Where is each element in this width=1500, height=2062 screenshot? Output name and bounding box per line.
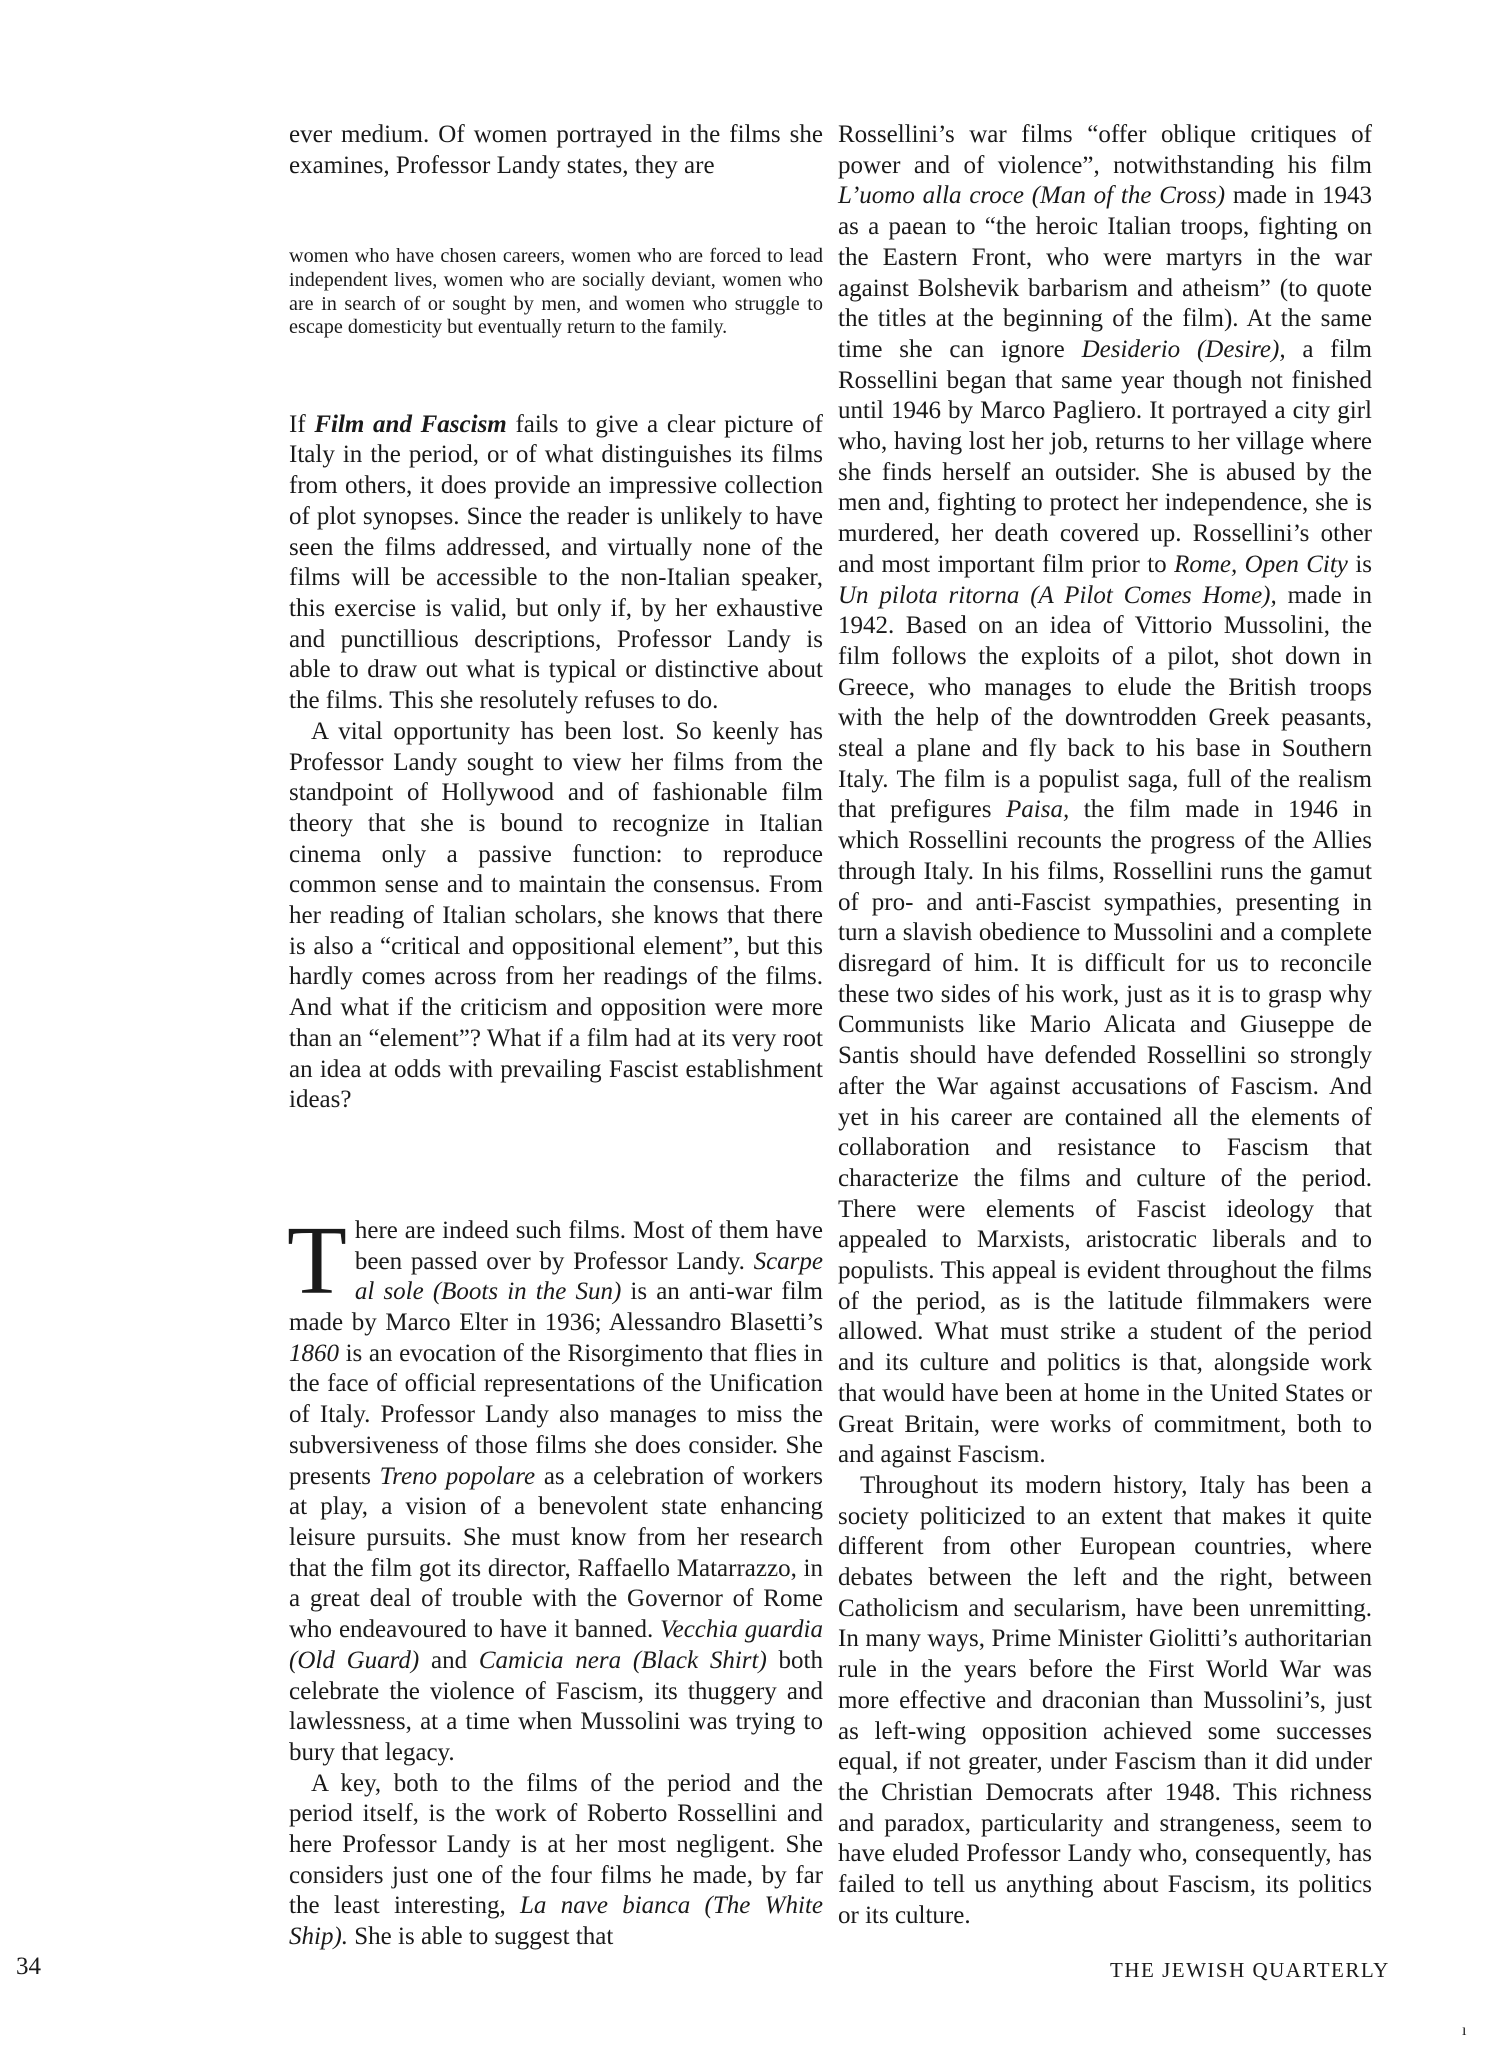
stray-mark: ı xyxy=(1462,2022,1467,2039)
paragraph-continuation: ever medium. Of women portrayed in the films she examines, Professor Landy states, they are xyxy=(289,121,823,179)
paragraph-modern-history: Throughout its modern history, Italy has been a society politicized to an extent that makes it quite different from other European countries, where debates between the left and the right, between Catholicism and secularism, have been unremitting. In many ways, Prime Minister Giolitti’s authoritarian rule in the years before the First World War was more effective and draconian than Mussolini’s, just as left-wing opposition achieved some successes equal, if not greater, under Fascism than it did under the Christian Democrats after 1948. This richness and paradox, particularity and strangeness, seem to have eluded Professor Landy who, consequently, has failed to tell us anything about Fascism, its politics or its culture. xyxy=(838,1471,1372,1929)
page-number: 34 xyxy=(16,1953,41,1980)
right-column xyxy=(838,120,1372,1931)
book-title: Film and Fascism xyxy=(314,410,507,438)
paragraph-vital-opportunity: A vital opportunity has been lost. So keenly has Professor Landy sought to view her films from the standpoint of Hollywood and of fashionable film theory that she is bound to recognize in Italian cinema only a passive function: to reproduce common sense and to maintain the consensus. From her reading of Italian scholars, she knows that there is also a “critical and oppositional element”, but this hardly comes across from her readings of the films. And what if the criticism and opposition were more than an “element”? What if a film had at its very root an idea at odds with prevailing Fascist establishment ideas? xyxy=(289,717,823,1114)
film-title: Camicia nera (Black Shirt) xyxy=(478,1646,767,1674)
film-title: La nave bianca (The White Ship). xyxy=(289,1892,823,1951)
film-title: Desiderio (Desire), xyxy=(1081,335,1286,363)
running-head: THE JEWISH QUARTERLY xyxy=(1110,1958,1390,1982)
film-title: Vecchia guardia (Old Guard) xyxy=(289,1616,823,1674)
film-title: Un pilota ritorna (A Pilot Comes Home), xyxy=(838,581,1277,609)
film-title: L’uomo alla croce (Man of the Cross) xyxy=(838,182,1226,210)
left-column xyxy=(289,120,823,1953)
drop-cap: T xyxy=(287,1206,347,1315)
film-title: Rome, Open City xyxy=(1174,550,1348,578)
paragraph-such-films: There are indeed such films. Most of them have been passed over by Professor Landy. Scarpe al sole (Boots in the Sun) is an anti-war film made by Marco Elter in 1936; Alessandro Blasetti’s 1860 is an evocation of the Risorgimento that flies in the face of official representations of the Unification of Italy. Professor Landy also manages to miss the subversiveness of those films she does consider. She presents Treno popolare as a celebration of workers at play, a vision of a benevolent state enhancing leisure pursuits. She must know from her research that the film got its director, Raffaello Matarrazzo, in a great deal of trouble with the Governor of Rome who endeavoured to have it banned. Vecchia guardia (Old Guard) and Camicia nera (Black Shirt) both celebrate the violence of Fascism, its thuggery and lawlessness, at a time when Mussolini was trying to bury that legacy. xyxy=(287,1206,824,1766)
paragraph-rossellini: A key, both to the films of the period and the period itself, is the work of Roberto Rossellini and here Professor Landy is at her most negligent. She considers just one of the four films he made, by far the least interesting, La nave bianca (The White Ship). She is able to suggest that xyxy=(289,1769,823,1951)
section-break xyxy=(289,1116,823,1216)
film-title: Paisa, xyxy=(1006,796,1070,824)
paragraph-rossellini-war-films: Rossellini’s war films “offer oblique critiques of power and of violence”, notwithstanding his film L’uomo alla croce (Man of the Cross) made in 1943 as a paean to “the heroic Italian troops, fighting on the Eastern Front, who were martyrs in the war against Bolshevik barbarism and atheism” (to quote the titles at the beginning of the film). At the same time she can ignore Desiderio (Desire), a film Rossellini began that same year though not finished until 1946 by Marco Pagliero. It portrayed a city girl who, having lost her job, returns to her village where she finds herself an outsider. She is abused by the men and, fighting to protect her independence, she is murdered, her death covered up. Rossellini’s other and most important film prior to Rome, Open City is Un pilota ritorna (A Pilot Comes Home), made in 1942. Based on an idea of Vittorio Mussolini, the film follows the exploits of a pilot, shot down in Greece, who manages to elude the British troops with the help of the downtrodden Greek peasants, steal a plane and fly back to his base in Southern Italy. The film is a populist saga, full of the realism that prefigures Paisa, the film made in 1946 in which Rossellini recounts the progress of the Allies through Italy. In his films, Rossellini runs the gamut of pro- and anti-Fascist sympathies, presenting in turn a slavish obedience to Mussolini and a complete disregard of him. It is difficult for us to reconcile these two sides of his work, just as it is to grasp why Communists like Mario Alicata and Giuseppe de Santis should have defended Rossellini so strongly after the War against accusations of Fascism. And yet in his career are contained all the elements of collaboration and resistance to Fascism that characterize the films and culture of the period. There were elements of Fascist ideology that appealed to Marxists, aristocratic liberals and to populists. This appeal is evident throughout the films of the period, as is the latitude filmmakers were allowed. What must strike a student of the period and its culture and politics is that, alongside work that would have been at home in the United States or Great Britain, were works of commitment, both to and against Fascism. xyxy=(838,121,1372,1469)
paragraph-film-and-fascism: If Film and Fascism fails to give a clear picture of Italy in the period, or of what distinguishes its films from others, it does provide an impressive collection of plot synopses. Since the reader is unlikely to have seen the films addressed, and virtually none of the films will be accessible to the non-Italian speaker, this exercise is valid, but only if, by her exhaustive and punctillious descriptions, Professor Landy is able to draw out what is typical or distinctive about the films. This she resolutely refuses to do. xyxy=(289,410,823,715)
block-quote: women who have chosen careers, women who are forced to lead independent lives, women who are socially deviant, women who are in search of or sought by men, and women who struggle to escape domesticity but eventually return to the family. xyxy=(289,245,823,339)
film-title: Treno popolare xyxy=(379,1462,536,1490)
film-title: Scarpe al sole (Boots in the Sun) xyxy=(354,1247,823,1306)
film-title: 1860 xyxy=(289,1339,339,1367)
